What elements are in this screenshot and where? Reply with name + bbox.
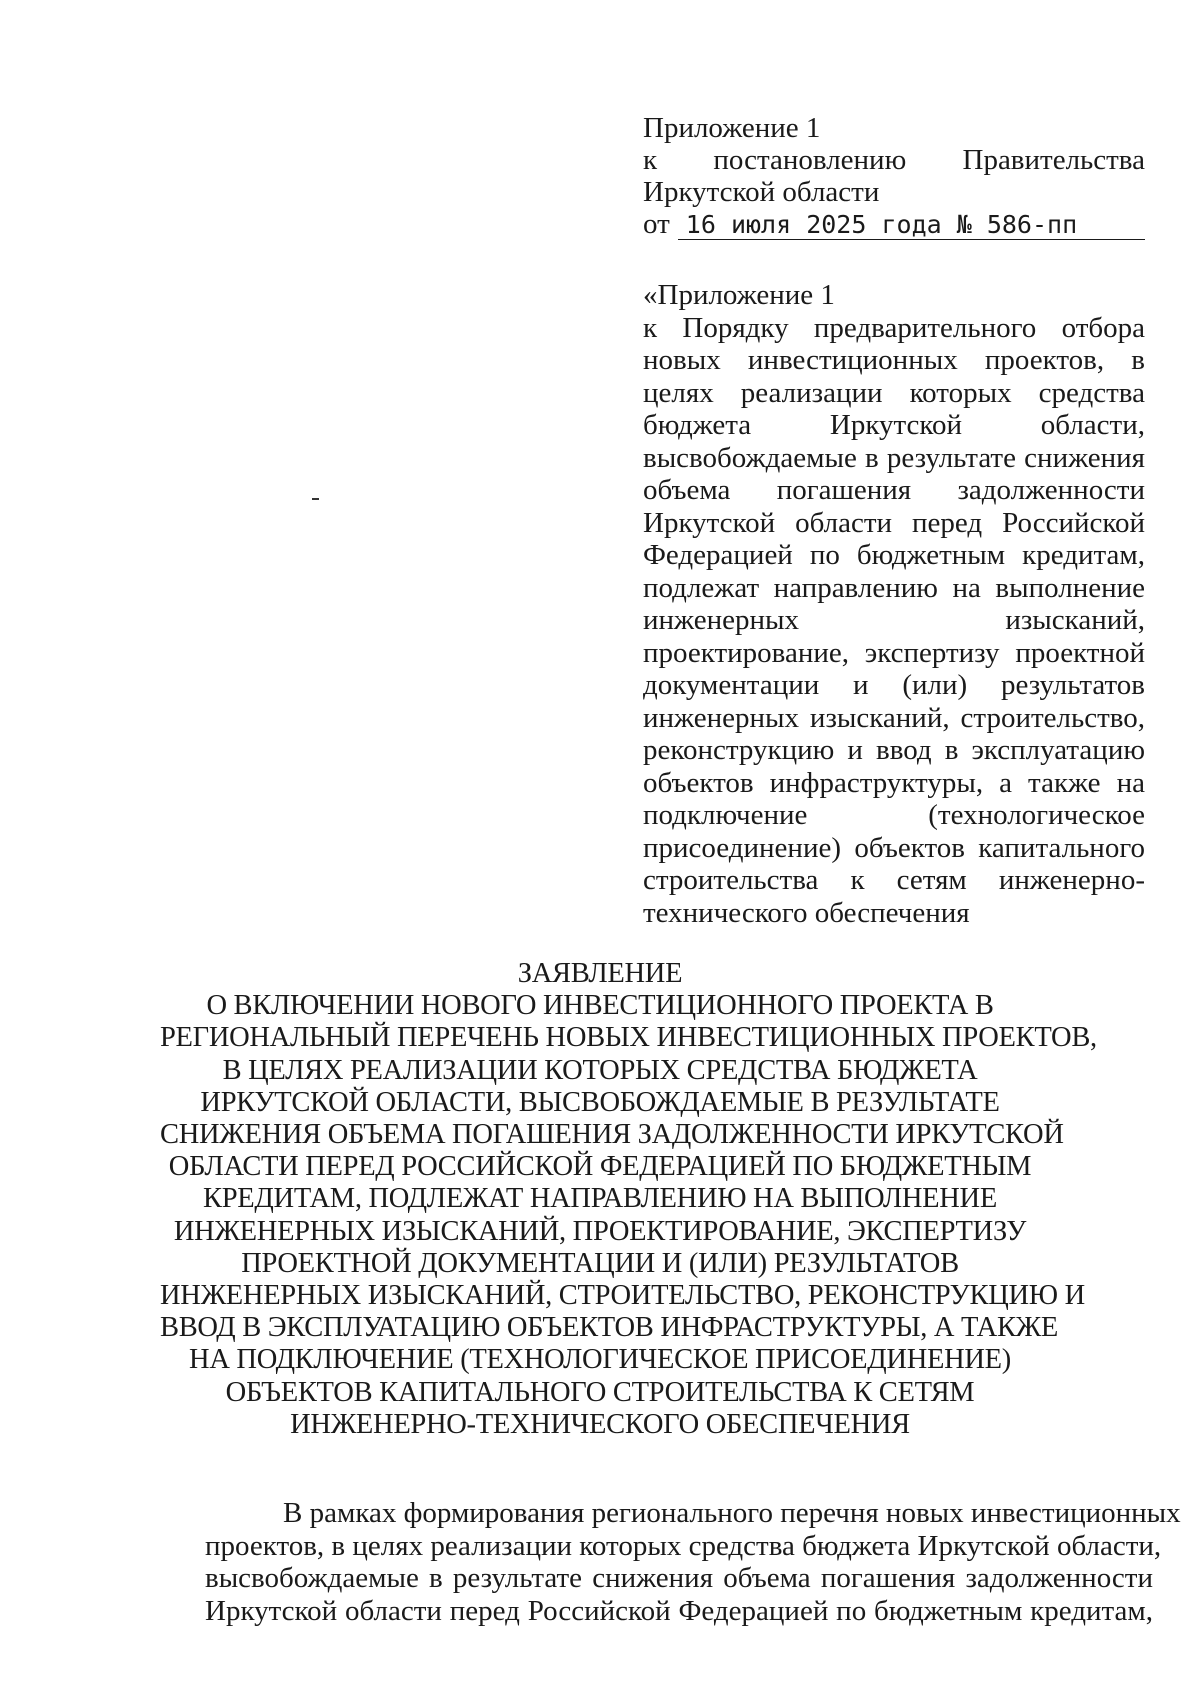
attachment-region-line: Иркутской области [643, 176, 880, 208]
appendix-title: «Приложение 1 [643, 279, 835, 311]
heading-line: СНИЖЕНИЯ ОБЪЕМА ПОГАШЕНИЯ ЗАДОЛЖЕННОСТИ ИРКУТСКОЙ [160, 1119, 1064, 1151]
heading-line: О ВКЛЮЧЕНИИ НОВОГО ИНВЕСТИЦИОННОГО ПРОЕКТА В [206, 990, 994, 1022]
document-heading [160, 958, 1097, 1441]
heading-line: ИНЖЕНЕРНО-ТЕХНИЧЕСКОГО ОБЕСПЕЧЕНИЯ [290, 1408, 910, 1440]
paragraph-line: В рамках формирования регионального перечня новых инвестиционных [283, 1497, 1181, 1529]
heading-line: ИНЖЕНЕРНЫХ ИЗЫСКАНИЙ, ПРОЕКТИРОВАНИЕ, ЭКСПЕРТИЗУ [173, 1215, 1027, 1247]
heading-line: ПРОЕКТНОЙ ДОКУМЕНТАЦИИ И (ИЛИ) РЕЗУЛЬТАТОВ [241, 1247, 959, 1279]
heading-line: ИРКУТСКОЙ ОБЛАСТИ, ВЫСВОБОЖДАЕМЫЕ В РЕЗУЛЬТАТЕ [200, 1086, 1000, 1118]
paragraph-line: Иркутской области перед Российской Федерацией по бюджетным кредитам, [205, 1594, 1153, 1627]
appendix-body: к Порядку предварительного отбора новых инвестиционных проектов, в целях реализации которых средства бюджета Иркутской области, высвобождаемые в результате снижения объема погашения задолженности Иркутской области перед Российской Федерацией по бюджетным кредитам, подлежат направлению на выполнение инженерных изысканий, проектирование, экспертизу проектной документации и (или) результатов инженерных изысканий, строительство, реконструкцию и ввод в эксплуатацию объектов инфраструктуры, а также на подключение (технологическое присоединение) объектов капитального строительства к сетям инженерно-технического обеспечения [643, 311, 1145, 929]
heading-line: ИНЖЕНЕРНЫХ ИЗЫСКАНИЙ, СТРОИТЕЛЬСТВО, РЕКОНСТРУКЦИЮ И [160, 1280, 1085, 1312]
heading-line: КРЕДИТАМ, ПОДЛЕЖАТ НАПРАВЛЕНИЮ НА ВЫПОЛНЕНИЕ [203, 1183, 997, 1215]
resolution-date-number: 16 июля 2025 года № 586-пп [678, 211, 1145, 240]
heading-line: В ЦЕЛЯХ РЕАЛИЗАЦИИ КОТОРЫХ СРЕДСТВА БЮДЖЕТА [222, 1054, 978, 1086]
heading-line: ОБЪЕКТОВ КАПИТАЛЬНОГО СТРОИТЕЛЬСТВА К СЕТЯМ [225, 1376, 975, 1408]
attachment-resolution-line: к постановлению Правительства [643, 144, 1145, 176]
paragraph-line: высвобождаемые в результате снижения объема погашения задолженности [205, 1562, 1153, 1594]
heading-line: ОБЛАСТИ ПЕРЕД РОССИЙСКОЙ ФЕДЕРАЦИЕЙ ПО БЮДЖЕТНЫМ [168, 1151, 1032, 1183]
heading-line: РЕГИОНАЛЬНЫЙ ПЕРЕЧЕНЬ НОВЫХ ИНВЕСТИЦИОННЫХ ПРОЕКТОВ, [160, 1022, 1097, 1054]
appendix-reference [643, 279, 1145, 929]
date-prefix: от [643, 208, 670, 240]
attachment-title: Приложение 1 [643, 112, 821, 144]
body-paragraph [205, 1497, 1181, 1627]
scan-mark [312, 498, 319, 500]
heading-line: ВВОД В ЭКСПЛУАТАЦИЮ ОБЪЕКТОВ ИНФРАСТРУКТУРЫ, А ТАКЖЕ [160, 1312, 1059, 1344]
attachment-date-row [643, 208, 1145, 240]
paragraph-line: проектов, в целях реализации которых средства бюджета Иркутской области, [205, 1529, 1162, 1562]
heading-line: ЗАЯВЛЕНИЕ [517, 958, 683, 989]
heading-line: НА ПОДКЛЮЧЕНИЕ (ТЕХНОЛОГИЧЕСКОЕ ПРИСОЕДИНЕНИЕ) [189, 1344, 1011, 1376]
attachment-header [643, 112, 1145, 240]
